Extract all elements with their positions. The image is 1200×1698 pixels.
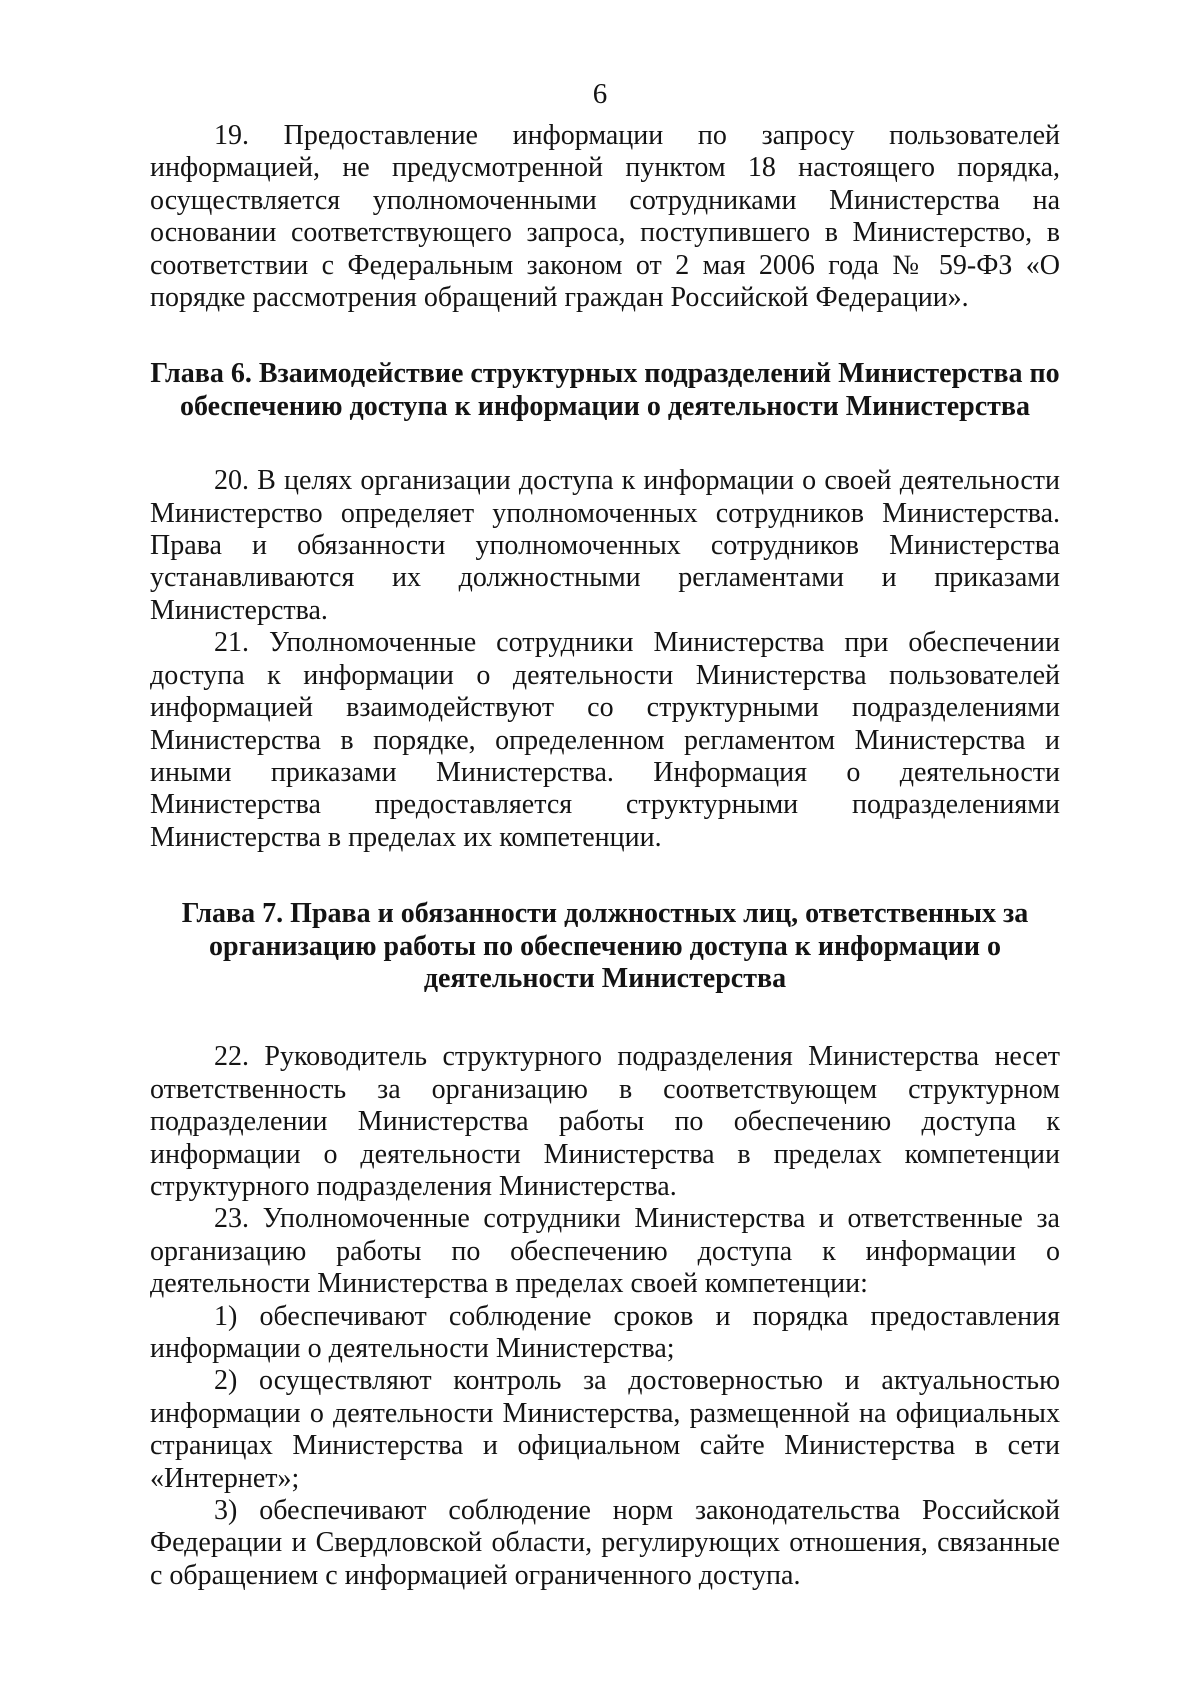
paragraph-20: 20. В целях организации доступа к информации о своей деятельности Министерство определяет уполномоченных сотрудников Министерства. Права и обязанности уполномоченных сотрудников Министерства устанавливаются их должностными регламентами и приказами Министерства.: [150, 465, 1060, 626]
list-item-2: 2) осуществляют контроль за достоверностью и актуальностью информации о деятельности Министерства, размещенной на официальных страницах Министерства и официальном сайте Министерства в сети «Интернет»;: [150, 1365, 1060, 1494]
paragraph-19: 19. Предоставление информации по запросу пользователей информацией, не предусмотренной пунктом 18 настоящего порядка, осуществляется уполномоченными сотрудниками Министерства на основании соответствующего запроса, поступившего в Министерство, в соответствии с Федеральным законом от 2 мая 2006 года № 59-ФЗ «О порядке рассмотрения обращений граждан Российской Федерации».: [150, 120, 1060, 314]
list-item-1: 1) обеспечивают соблюдение сроков и порядка предоставления информации о деятельности Министерства;: [150, 1300, 1060, 1364]
paragraph-22: 22. Руководитель структурного подразделения Министерства несет ответственность за организацию в соответствующем структурном подразделении Министерства работы по обеспечению доступа к информации о деятельности Министерства в пределах компетенции структурного подразделения Министерства.: [150, 1041, 1060, 1202]
paragraph-23: 23. Уполномоченные сотрудники Министерства и ответственные за организацию работы по обеспечению доступа к информации о деятельности Министерства в пределах своей компетенции:: [150, 1203, 1060, 1300]
chapter-7-title: Глава 7. Права и обязанности должностных лиц, ответственных за организацию работы по обеспечению доступа к информации о деятельности Министерства: [181, 898, 1029, 994]
list-item-3: 3) обеспечивают соблюдение норм законодательства Российской Федерации и Свердловской области, регулирующих отношения, связанные с обращением с информацией ограниченного доступа.: [150, 1495, 1060, 1591]
chapter-6-title: Глава 6. Взаимодействие структурных подразделений Министерства по обеспечению доступа к информации о деятельности Министерства: [150, 358, 1060, 422]
document-body: [150, 120, 1060, 1592]
paragraph-21: 21. Уполномоченные сотрудники Министерства при обеспечении доступа к информации о деятельности Министерства пользователей информацией взаимодействуют со структурными подразделениями Министерства в порядке, определенном регламентом Министерства и иными приказами Министерства. Информация о деятельности Министерства предоставляется структурными подразделениями Министерства в пределах их компетенции.: [150, 627, 1060, 853]
page-number: 6: [592, 78, 608, 110]
